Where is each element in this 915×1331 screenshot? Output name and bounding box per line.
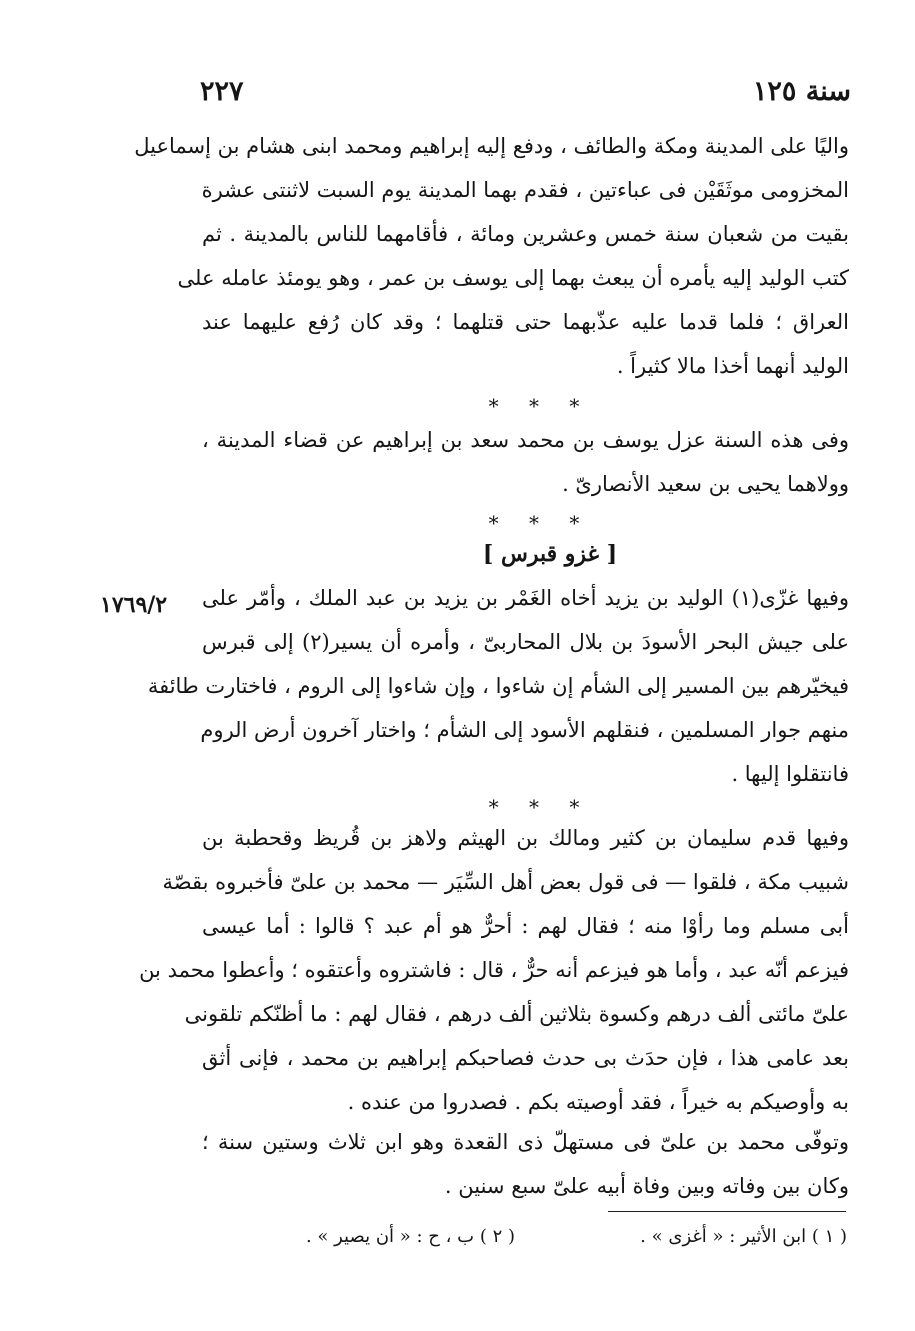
text-line: بعد عامى هذا ، فإن حدَث بى حدث فصاحبكم إبراهيم بن محمد ، فإنى أثق: [202, 1046, 849, 1070]
text-line: به وأوصيكم به خيراً ، فقد أوصيته بكم . فصدروا من عنده .: [347, 1090, 849, 1114]
footnote-1: ( ١ ) ابن الأثير : « أغزى » .: [640, 1226, 847, 1247]
text-line: كتب الوليد إليه يأمره أن يبعث بهما إلى يوسف بن عمر ، وهو يومئذ عامله على: [177, 266, 849, 290]
running-header-year: سنة ١٢٥: [752, 76, 851, 107]
text-line: المخزومى موثَقَيْن فى عباءتين ، فقدم بهما المدينة يوم السبت لاثنتى عشرة: [201, 178, 849, 202]
paragraph-2: [202, 418, 849, 506]
section-separator: * * *: [488, 394, 592, 418]
text-line: شبيب مكة ، فلقوا — فى قول بعض أهل السِّيَر — محمد بن علىّ فأخبروه بقصّة: [162, 870, 849, 894]
section-separator: * * *: [488, 795, 592, 819]
paragraph-1: [134, 124, 849, 388]
section-separator: * * *: [488, 511, 592, 535]
text-line: الوليد أنهما أخذا مالا كثيراً .: [616, 354, 849, 378]
text-line: وولاهما يحيى بن سعيد الأنصارىّ .: [562, 472, 849, 496]
paragraph-4: [139, 816, 849, 1124]
paragraph-3: [147, 576, 850, 796]
text-line: بقيت من شعبان سنة خمس وعشرين ومائة ، فأقامهما للناس بالمدينة . ثم: [202, 222, 849, 246]
section-heading: [ غزو قبرس ]: [482, 541, 618, 567]
footnote-2: ( ٢ ) ب ، ح : « أن يصير » .: [305, 1226, 515, 1247]
text-line: وفيها غزّى(١) الوليد بن يزيد أخاه الغَمْر بن يزيد بن عبد الملك ، وأمّر على: [202, 586, 850, 610]
margin-reference: ١٧٦٩/٢: [100, 592, 168, 618]
text-line: فيزعم أنّه عبد ، وأما هو فيزعم أنه حرٌّ ، قال : فاشتروه وأعتقوه ؛ وأعطوا محمد بن: [139, 958, 849, 982]
paragraph-5: [202, 1120, 849, 1208]
page-number: ٢٢٧: [200, 76, 244, 107]
text-line: وفيها قدم سليمان بن كثير ومالك بن الهيثم ولاهز بن قُريظ وقحطبة بن: [202, 826, 849, 850]
text-line: واليًا على المدينة ومكة والطائف ، ودفع إليه إبراهيم ومحمد ابنى هشام بن إسماعيل: [134, 134, 849, 158]
text-line: وفى هذه السنة عزل يوسف بن محمد سعد بن إبراهيم عن قضاء المدينة ،: [202, 428, 849, 452]
text-line: وتوفّى محمد بن علىّ فى مستهلّ ذى القعدة وهو ابن ثلاث وستين سنة ؛: [202, 1130, 849, 1154]
text-line: علىّ مائتى ألف درهم وكسوة بثلاثين ألف درهم ، فقال لهم : ما أظنّكم تلقونى: [184, 1002, 849, 1026]
text-line: فيخيّرهم بين المسير إلى الشأم إن شاءوا ، وإن شاءوا إلى الروم ، فاختارت طائفة: [147, 674, 849, 698]
text-line: وكان بين وفاته وبين وفاة أبيه علىّ سبع سنين .: [444, 1174, 849, 1198]
text-line: فانتقلوا إليها .: [731, 762, 849, 786]
text-line: العراق ؛ فلما قدما عليه عذّبهما حتى قتلهما ؛ وقد كان رُفع عليهما عند: [202, 310, 849, 334]
text-line: منهم جوار المسلمين ، فنقلهم الأسود إلى الشأم ؛ واختار آخرون أرض الروم: [200, 718, 849, 742]
text-line: أبى مسلم وما رأوْا منه ؛ فقال لهم : أحرٌّ هو أم عبد ؟ قالوا : أما عيسى: [202, 914, 849, 938]
text-line: على جيش البحر الأسودَ بن بلال المحاربىّ ، وأمره أن يسير(٢) إلى قبرس: [202, 630, 849, 654]
footnote-rule: [608, 1211, 846, 1212]
